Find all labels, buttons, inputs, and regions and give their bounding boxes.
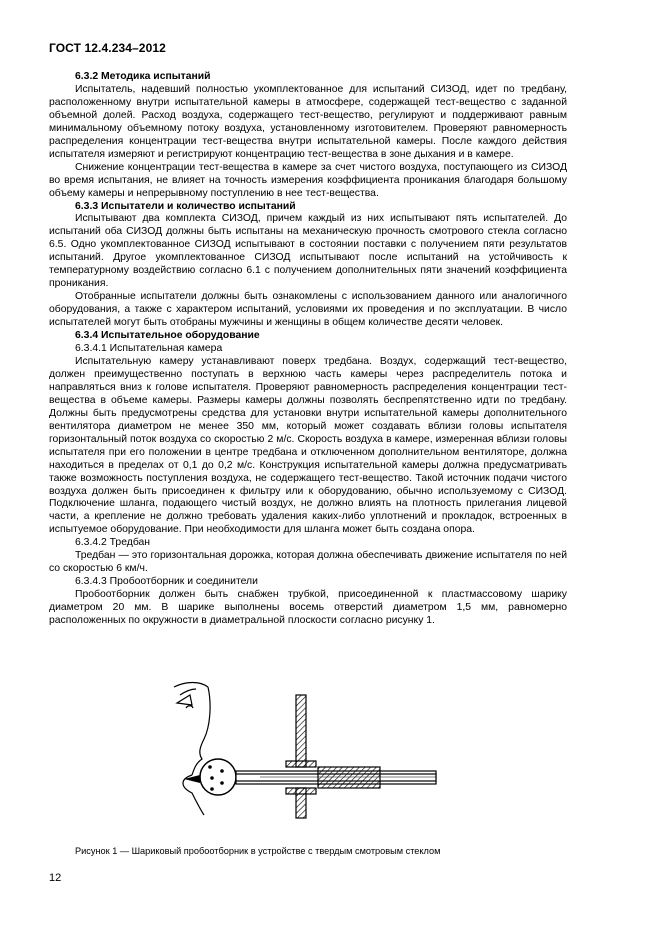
ball-sampler-drawing — [140, 675, 460, 840]
paragraph-test-chamber: Испытательную камеру устанавливают поверх тредбана. Воздух, содержащий тест-вещество, должен преимущественно поступать в верхнюю часть камеры через распределитель потока и направляться вниз к голове испытателя. Проверяют равномерность распределения концентрации тест-вещества в объеме камеры. Размеры камеры должны позволять беспрепятственно идти по тредбану. Должны быть предусмотрены средства для установки внутри испытательной камеры дополнительного вентилятора диаметром не менее 350 мм, который может создавать вблизи головы испытателя горизонтальный поток воздуха со скоростью 2 м/с. Скорость воздуха в камере, измеренная вблизи головы испытателя при его положении в центре тредбана и отключенном дополнительном вентиляторе, должна находиться в пределах от 0,1 до 0,2 м/с. Конструкция испытательной камеры должна предусматривать также возможность поступления воздуха, не содержащего тест-вещество. Такой источник подачи чистого воздуха должен быть присоединен к фильтру или к оборудованию, обычно используемому с СИЗОД. Подключение шланга, подающего чистый воздух, не должно влиять на плотность прилегания лицевой части, а крепление не должно требовать удаления каких-либо уплотнений и прокладок, встроенных в испытуемое оборудование. При необходимости для шланга может быть создана опора. — [49, 355, 567, 536]
paragraph-testers-selection: Отобранные испытатели должны быть ознакомлены с использованием данного или аналогичного оборудования, а также с характером испытаний, условиями их проведения и по эксплуатации. В число испытателей могут быть отобраны мужчины и женщины в общем количестве десяти человек. — [49, 291, 567, 329]
figure-ball-sampler — [140, 675, 460, 840]
sampling-tube — [236, 767, 436, 788]
section-heading-6-3-2: 6.3.2 Методика испытаний — [75, 71, 211, 82]
section-heading-6-3-4: 6.3.4 Испытательное оборудование — [75, 330, 260, 342]
subsection-heading-6-3-4-2: 6.3.4.2 Тредбан — [75, 537, 151, 549]
paragraph-testers-count: Испытывают два комплекта СИЗОД, причем каждый из них испытывают пять испытателей. До испытаний оба СИЗОД должны быть испытаны на механическую прочность смотрового стекла согласно 6.5. Одно укомплектованное СИЗОД испытывают в состоянии поставки с получением пяти результатов испытаний. Другое укомплектованное СИЗОД испытывают после испытаний на устойчивость к температурному воздействию согласно 6.1 с получением дополнительных пяти значений коэффициента проникания. — [49, 213, 567, 290]
face-profile — [174, 683, 210, 816]
paragraph-treadmill: Тредбан — это горизонтальная дорожка, которая должна обеспечивать движение испытателя по ней со скоростью 6 км/ч. — [49, 550, 567, 575]
visor-wall — [286, 695, 316, 818]
subsection-heading-6-3-4-1: 6.3.4.1 Испытательная камера — [75, 343, 223, 355]
section-heading-6-3-3: 6.3.3 Испытатели и количество испытаний — [75, 200, 296, 212]
subsection-heading-6-3-4-3: 6.3.4.3 Пробоотборник и соединители — [75, 576, 258, 588]
document-code: ГОСТ 12.4.234–2012 — [49, 41, 166, 55]
paragraph-concentration-note: Снижение концентрации тест-вещества в камере за счет чистого воздуха, поступающего из СИЗОД во время испытания, не влияет на точность измерения коэффициента проникания благодаря большому объему камеры и непрерывному поступлению в нее тест-вещества. — [49, 161, 567, 199]
paragraph-test-method: Испытатель, надевший полностью укомплектованное для испытаний СИЗОД, идет по тредбану, расположенному внутри испытательной камеры в атмосфере, содержащей тест-вещество с заданной объемной долей. Расход воздуха, содержащего тест-вещество, регулируют и поддерживают равным минимальному объемному потоку воздуха, установленному изготовителем. Проверяют равномерность распределения концентрации тест-вещества внутри испытательной камеры. После каждого действия испытателя измеряют и регистрируют концентрацию тест-вещества в зоне дыхания и в камере. — [49, 83, 567, 160]
document-body — [49, 71, 567, 628]
page-number: 12 — [49, 872, 62, 884]
ball-probe — [184, 759, 236, 795]
figure-caption: Рисунок 1 — Шариковый пробоотборник в устройстве с твердым смотровым стеклом — [75, 846, 441, 856]
paragraph-sampler: Пробоотборник должен быть снабжен трубкой, присоединенной к пластмассовому шарику диаметром 20 мм. В шарике выполнены восемь отверстий диаметром 1,5 мм, равномерно расположенных по окружности в диаметральной плоскости согласно рисунку 1. — [49, 589, 567, 627]
